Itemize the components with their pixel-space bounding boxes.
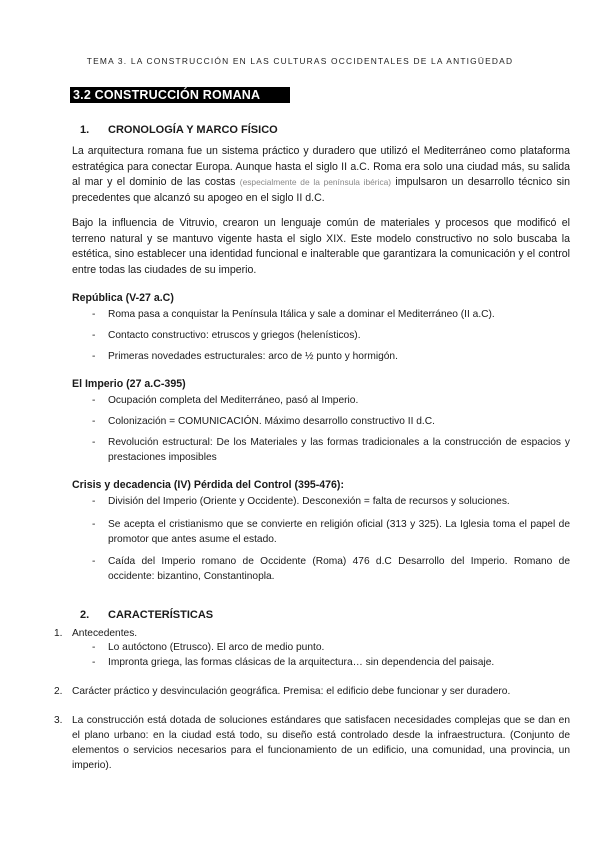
item-text: La construcción está dotada de soluciones estándares que satisfacen necesidades complejas que se dan en el plano urbano: en la ciudad está todo, su diseño está controlado desde la infraestructura. (Conjunto de elementos o servicios necesarios para el funcionamiento de un edificio, una comunidad, una provincia, un imperio). bbox=[72, 715, 570, 771]
heading-caracteristicas bbox=[80, 609, 213, 621]
paragraph-text: La arquitectura romana fue un sistema práctico y duradero que utilizó el Mediterráneo como plataforma estratégica para conectar Europa. Aunque hasta el siglo II a.C. Roma era solo una ciudad más, su salida al mar y el dominio de las costas bbox=[72, 145, 570, 188]
subheading-crisis: Crisis y decadencia (IV) Pérdida del Control (395-476): bbox=[72, 479, 344, 491]
list-item-text: Revolución estructural: De los Materiales y las formas tradicionales a la construcción de espacios y prestaciones imposibles bbox=[108, 437, 570, 463]
list-item-text: Caída del Imperio romano de Occidente (Roma) 476 d.C Desarrollo del Imperio. Romano de occidente: bizantino, Constantinopla. bbox=[108, 556, 570, 582]
dash-bullet: - bbox=[92, 330, 96, 341]
list-item bbox=[92, 435, 570, 465]
dash-bullet: - bbox=[92, 657, 96, 668]
paragraph-vitruvio: Bajo la influencia de Vitruvio, crearon un lenguaje común de materiales y procesos que modificó el terreno natural y se mantuvo vigente hasta el siglo XIX. Este modelo constructivo no solo buscaba la estética, sino establecer una identidad funcional e inalterable que garantizara la comunicación y el control entre todas las ciudades de su imperio. bbox=[72, 217, 570, 276]
paragraph-text: impulsaron un desarrollo técnico sin precedentes que alcanzó su apogeo en el siglo II d.C. bbox=[72, 176, 570, 204]
list-item bbox=[92, 494, 570, 509]
item-text: Antecedentes. bbox=[72, 628, 138, 639]
numbered-item bbox=[54, 626, 570, 641]
list-item bbox=[92, 640, 570, 655]
item-text: Carácter práctico y desvinculación geográfica. Premisa: el edificio debe funcionar y ser duradero. bbox=[72, 686, 511, 697]
item-number: 1. bbox=[54, 628, 63, 639]
dash-bullet: - bbox=[92, 416, 96, 427]
paragraph-intro bbox=[72, 144, 570, 206]
list-item bbox=[92, 554, 570, 584]
list-item-text: Se acepta el cristianismo que se convierte en religión oficial (313 y 325). La Iglesia toma el papel de promotor que antes asume el estado. bbox=[108, 519, 570, 545]
list-item-text: Contacto constructivo: etruscos y griegos (helenísticos). bbox=[108, 330, 361, 341]
list-item-text: Primeras novedades estructurales: arco de ½ punto y hormigón. bbox=[108, 351, 398, 362]
list-item bbox=[92, 307, 570, 322]
item-number: 3. bbox=[54, 715, 63, 726]
list-item bbox=[92, 393, 570, 408]
list-item-text: Roma pasa a conquistar la Península Itálica y sale a dominar el Mediterráneo (II a.C). bbox=[108, 309, 495, 320]
list-item-text: Lo autóctono (Etrusco). El arco de medio punto. bbox=[108, 642, 325, 653]
dash-bullet: - bbox=[92, 556, 96, 567]
list-item bbox=[92, 349, 570, 364]
paragraph-note: (especialmente de la península ibérica) bbox=[239, 177, 392, 187]
item-number: 2. bbox=[54, 686, 63, 697]
heading-text: CARACTERÍSTICAS bbox=[108, 609, 214, 621]
subheading-imperio: El Imperio (27 a.C-395) bbox=[72, 378, 186, 390]
heading-text: CRONOLOGÍA Y MARCO FÍSICO bbox=[108, 124, 278, 136]
list-item bbox=[92, 517, 570, 547]
section-title: 3.2 CONSTRUCCIÓN ROMANA bbox=[70, 87, 290, 103]
dash-bullet: - bbox=[92, 437, 96, 448]
dash-bullet: - bbox=[92, 309, 96, 320]
list-item bbox=[92, 655, 570, 670]
numbered-item bbox=[54, 684, 570, 699]
list-item bbox=[92, 414, 570, 429]
heading-number: 2. bbox=[80, 609, 90, 621]
subheading-republica: República (V-27 a.C) bbox=[72, 292, 174, 304]
list-item-text: Colonización = COMUNICACIÓN. Máximo desarrollo constructivo II d.C. bbox=[108, 416, 435, 427]
heading-cronologia bbox=[80, 124, 278, 136]
dash-bullet: - bbox=[92, 395, 96, 406]
list-item bbox=[92, 328, 570, 343]
list-item-text: Ocupación completa del Mediterráneo, pasó al Imperio. bbox=[108, 395, 359, 406]
list-item-text: División del Imperio (Oriente y Occidente). Desconexión = falta de recursos y soluciones. bbox=[108, 496, 510, 507]
dash-bullet: - bbox=[92, 642, 96, 653]
heading-number: 1. bbox=[80, 124, 90, 136]
dash-bullet: - bbox=[92, 519, 96, 530]
list-item-text: Impronta griega, las formas clásicas de la arquitectura… sin dependencia del paisaje. bbox=[108, 657, 495, 668]
dash-bullet: - bbox=[92, 496, 96, 507]
numbered-item bbox=[54, 713, 570, 773]
page-header: TEMA 3. LA CONSTRUCCIÓN EN LAS CULTURAS OCCIDENTALES DE LA ANTIGÜEDAD bbox=[86, 56, 514, 66]
dash-bullet: - bbox=[92, 351, 96, 362]
